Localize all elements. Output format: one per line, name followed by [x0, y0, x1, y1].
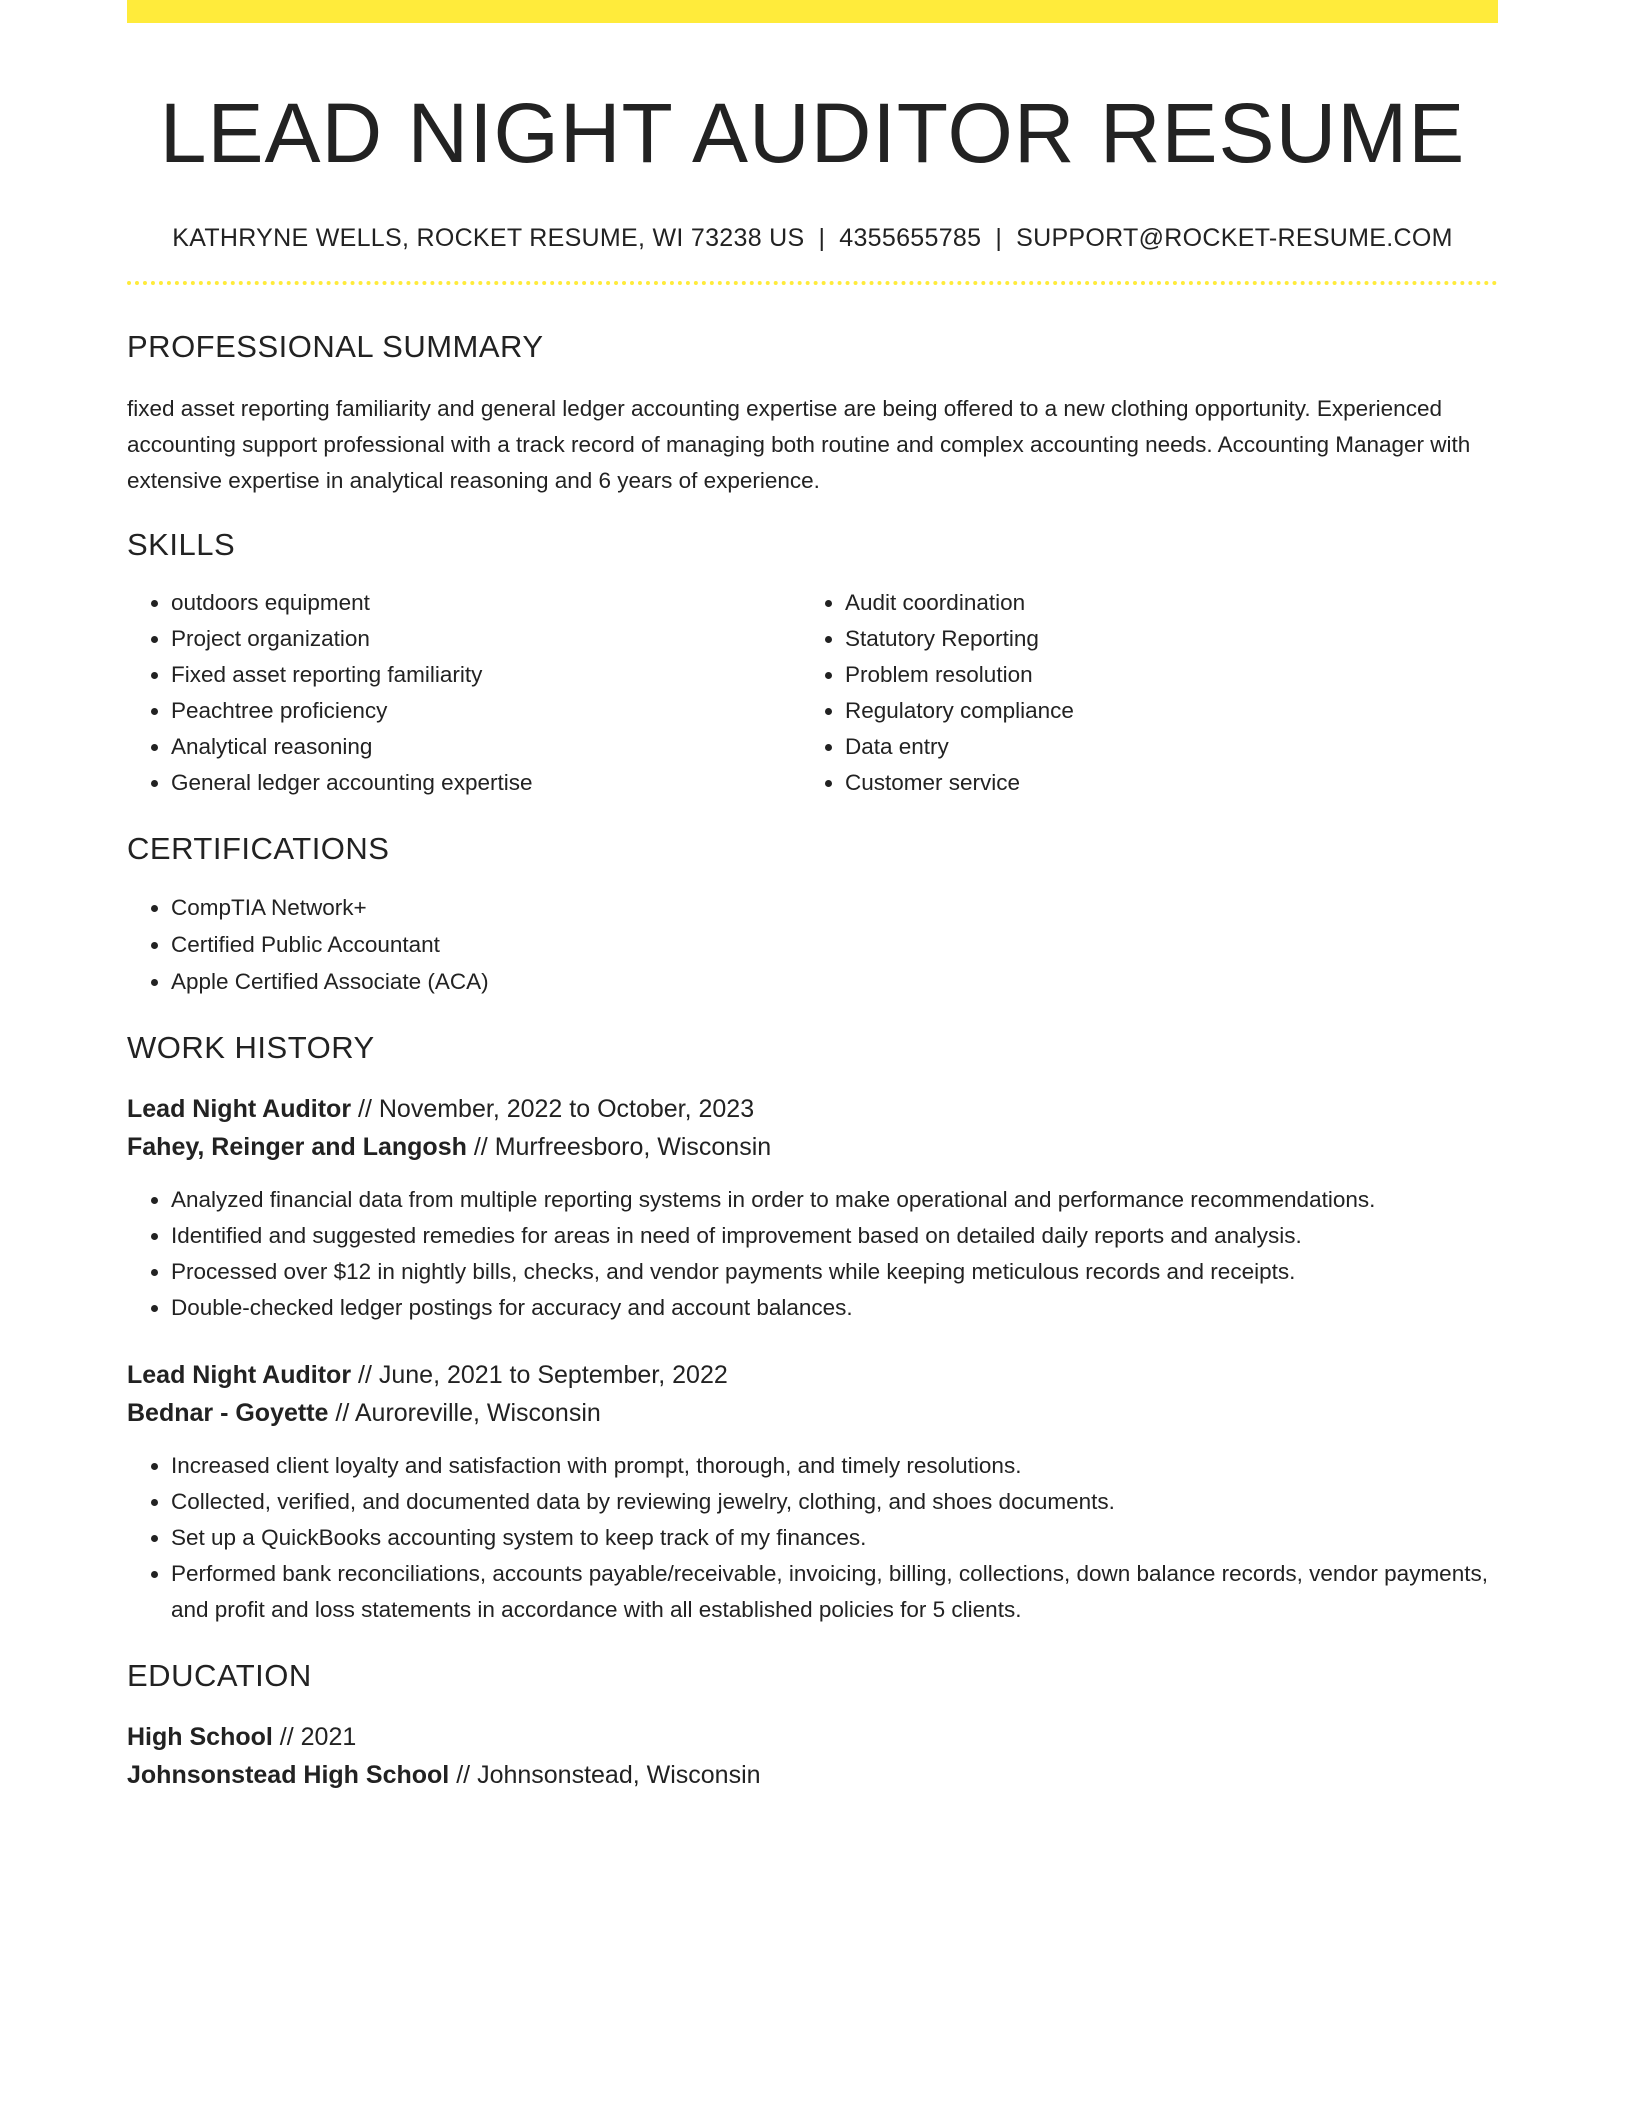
contact-line	[127, 224, 1498, 253]
job-company: Fahey, Reinger and Langosh	[127, 1132, 467, 1161]
education-school: Johnsonstead High School	[127, 1760, 450, 1789]
separator: //	[279, 1722, 294, 1751]
contact-email[interactable]: SUPPORT@ROCKET-RESUME.COM	[1016, 223, 1453, 252]
skill-item: • Audit coordination	[845, 585, 1475, 621]
skill-item: • Project organization	[171, 621, 801, 657]
skill-item: • Fixed asset reporting familiarity	[171, 657, 801, 693]
contact-address: KATHRYNE WELLS, ROCKET RESUME, WI 73238 US	[172, 223, 805, 252]
education-school-line	[127, 1756, 1498, 1794]
section-heading-skills: SKILLS	[127, 526, 236, 562]
skill-item: • Peachtree proficiency	[171, 693, 801, 729]
job-bullet: • Increased client loyalty and satisfaction with prompt, thorough, and timely resolutions.	[171, 1448, 1498, 1484]
job-bullet: • Double-checked ledger postings for accuracy and account balances.	[171, 1290, 1498, 1326]
certification-item: • Apple Certified Associate (ACA)	[171, 963, 1498, 1000]
resume-title: LEAD NIGHT AUDITOR RESUME	[159, 86, 1466, 180]
top-accent-bar	[127, 0, 1498, 23]
skill-item: • General ledger accounting expertise	[171, 765, 801, 801]
skill-item: • Regulatory compliance	[845, 693, 1475, 729]
job-bullet: • Analyzed financial data from multiple reporting systems in order to make operational and performance recommendations.	[171, 1182, 1498, 1218]
job-dates: November, 2022 to October, 2023	[378, 1094, 755, 1123]
dotted-divider	[127, 281, 1498, 285]
education-degree: High School	[127, 1722, 273, 1751]
job-title: Lead Night Auditor	[127, 1094, 352, 1123]
job-bullets	[127, 1448, 1498, 1628]
contact-separator: |	[818, 223, 826, 252]
certifications-list	[127, 889, 1498, 1000]
section-heading-education: EDUCATION	[127, 1657, 312, 1693]
certification-item: • CompTIA Network+	[171, 889, 1498, 926]
skill-item: • Statutory Reporting	[845, 621, 1475, 657]
section-heading-work-history: WORK HISTORY	[127, 1029, 375, 1065]
education-location: Johnsonstead, Wisconsin	[477, 1760, 761, 1789]
job-location: Auroreville, Wisconsin	[354, 1398, 601, 1427]
separator: //	[358, 1360, 372, 1389]
skill-item: • Analytical reasoning	[171, 729, 801, 765]
separator: //	[358, 1094, 372, 1123]
job-company-line	[127, 1128, 1498, 1166]
education-degree-line	[127, 1718, 1498, 1756]
job-bullets	[127, 1182, 1498, 1326]
job-bullet: • Identified and suggested remedies for areas in need of improvement based on detailed daily reports and analysis.	[171, 1218, 1498, 1254]
skills-list-left	[127, 585, 801, 801]
skill-item: • Customer service	[845, 765, 1475, 801]
summary-text: fixed asset reporting familiarity and general ledger accounting expertise are being offered to a new clothing opportunity. Experienced accounting support professional with a track record of managing both routine and complex accounting needs. Accounting Manager with extensive expertise in analytical reasoning and 6 years of experience.	[127, 395, 1471, 493]
separator: //	[335, 1398, 350, 1427]
separator: //	[473, 1132, 488, 1161]
job-dates: June, 2021 to September, 2022	[378, 1360, 728, 1389]
skills-columns	[127, 585, 1498, 801]
section-heading-summary: PROFESSIONAL SUMMARY	[127, 328, 544, 364]
separator: //	[456, 1760, 471, 1789]
job-bullet: • Performed bank reconciliations, accounts payable/receivable, invoicing, billing, collections, down balance records, vendor payments, and profit and loss statements in accordance with all established policies for 5 clients.	[171, 1556, 1498, 1628]
job-location: Murfreesboro, Wisconsin	[494, 1132, 772, 1161]
job-title-line	[127, 1356, 1498, 1394]
job-bullet: • Set up a QuickBooks accounting system to keep track of my finances.	[171, 1520, 1498, 1556]
job-bullet: • Processed over $12 in nightly bills, checks, and vendor payments while keeping meticulous records and receipts.	[171, 1254, 1498, 1290]
job-title: Lead Night Auditor	[127, 1360, 352, 1389]
skill-item: • outdoors equipment	[171, 585, 801, 621]
skills-list-right	[801, 585, 1475, 801]
education-year: 2021	[300, 1722, 357, 1751]
resume-page	[127, 0, 1498, 1794]
skill-item: • Problem resolution	[845, 657, 1475, 693]
skill-item: • Data entry	[845, 729, 1475, 765]
contact-separator: |	[995, 223, 1003, 252]
certification-item: • Certified Public Accountant	[171, 926, 1498, 963]
job-company-line	[127, 1394, 1498, 1432]
job-title-line	[127, 1090, 1498, 1128]
contact-phone[interactable]: 4355655785	[839, 223, 982, 252]
job-bullet: • Collected, verified, and documented data by reviewing jewelry, clothing, and shoes documents.	[171, 1484, 1498, 1520]
section-heading-certifications: CERTIFICATIONS	[127, 830, 390, 866]
job-company: Bednar - Goyette	[127, 1398, 329, 1427]
